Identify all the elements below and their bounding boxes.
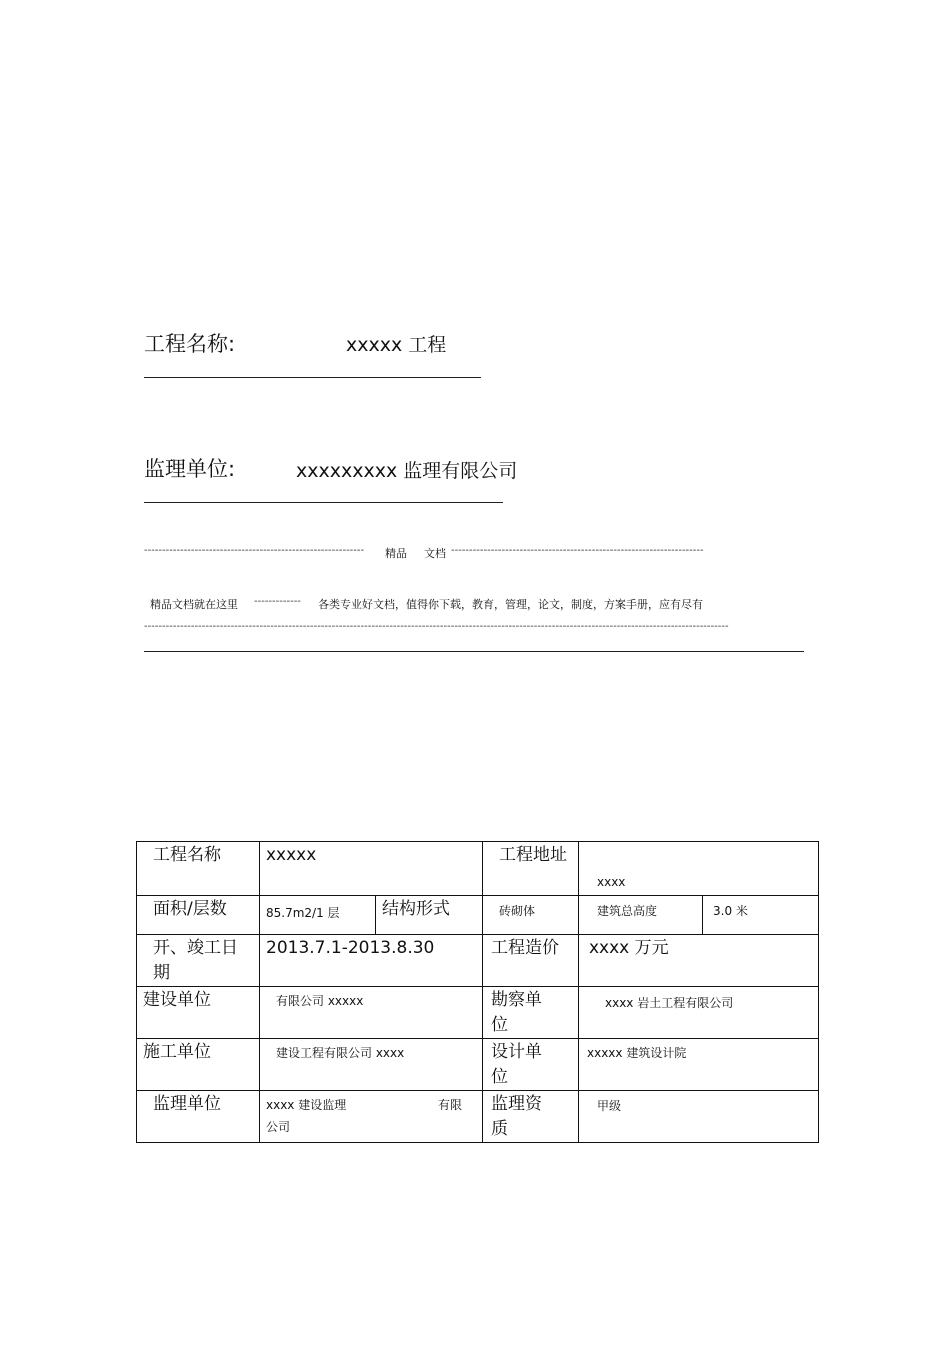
cell-cost-value: xxxx 万元 xyxy=(589,938,669,958)
cell-contractor-value: 建设工程有限公司 xxxx xyxy=(276,1046,405,1060)
banner-title-b: 文档 xyxy=(424,547,446,560)
cell-dates-label: 开、竣工日期 xyxy=(153,938,238,983)
cell-structure-label: 结构形式 xyxy=(382,899,450,919)
banner-line2-dash: ------------- xyxy=(254,596,301,607)
cell-height-value: 3.0 米 xyxy=(713,904,748,918)
table-row xyxy=(137,1091,819,1143)
cell-survey-label: 勘察单位 xyxy=(491,990,542,1035)
cell-supervisor-value-b: 有限 xyxy=(437,1098,462,1112)
banner-dash-full: ------------------------------------------------------------------------------------------------------------------------------------------------------------------ xyxy=(144,621,729,632)
cell-project-address-value: xxxx xyxy=(597,875,626,889)
cell-height-label: 建筑总高度 xyxy=(597,904,658,918)
cell-project-name-label: 工程名称 xyxy=(153,845,221,865)
cell-supervisor-value-a: xxxx 建设监理 xyxy=(266,1098,347,1112)
banner-title-a: 精品 xyxy=(385,547,407,560)
cell-supervisor-label: 监理单位 xyxy=(153,1094,221,1114)
cell-design-label: 设计单位 xyxy=(491,1042,542,1087)
cell-area-floors-label: 面积/层数 xyxy=(153,899,227,919)
cell-qualification-label: 监理资质 xyxy=(491,1094,542,1139)
supervisor-label: 监理单位: xyxy=(144,457,236,481)
project-info-table xyxy=(136,841,819,1143)
banner-dash-left: ------------------------------------------------------------- xyxy=(144,545,365,556)
table-row xyxy=(137,935,819,987)
cell-qualification-value: 甲级 xyxy=(597,1099,622,1113)
project-name-value: xxxxx 工程 xyxy=(346,334,447,356)
cell-project-address-label: 工程地址 xyxy=(499,845,567,865)
cell-dates-value: 2013.7.1-2013.8.30 xyxy=(266,938,435,958)
cell-supervisor-value-c: 公司 xyxy=(266,1120,291,1134)
banner-line2-b: 各类专业好文档，值得你下载，教育，管理，论文，制度，方案手册，应有尽有 xyxy=(318,598,703,611)
banner-line2-a: 精品文档就在这里 xyxy=(150,598,238,611)
supervisor-value: xxxxxxxxx 监理有限公司 xyxy=(296,460,518,482)
cell-project-name-value: xxxxx xyxy=(266,845,317,865)
cell-design-value: xxxxx 建筑设计院 xyxy=(587,1046,687,1060)
cell-area-floors-value: 85.7m2/1 层 xyxy=(266,906,340,920)
table-row xyxy=(137,1039,819,1091)
banner-dash-right: ---------------------------------------------------------------------- xyxy=(451,545,704,556)
table-row xyxy=(137,987,819,1039)
table-row xyxy=(137,842,819,896)
table-row xyxy=(137,896,819,935)
cell-client-label: 建设单位 xyxy=(143,990,211,1010)
cell-cost-label: 工程造价 xyxy=(491,938,559,958)
cell-contractor-label: 施工单位 xyxy=(143,1042,211,1062)
project-name-underline xyxy=(144,377,481,378)
cell-structure-value: 砖砌体 xyxy=(499,904,536,918)
project-name-label: 工程名称: xyxy=(144,332,236,356)
banner-underline xyxy=(144,651,804,652)
supervisor-underline xyxy=(144,502,503,503)
cell-survey-value: xxxx 岩土工程有限公司 xyxy=(605,996,734,1010)
cell-client-value: 有限公司 xxxxx xyxy=(276,994,364,1008)
